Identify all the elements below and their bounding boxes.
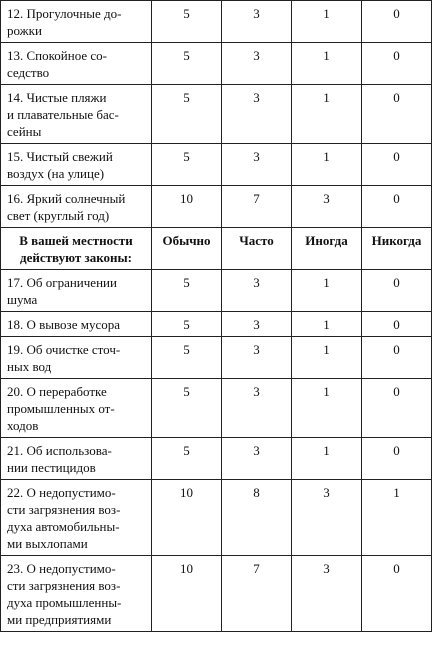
score-cell: 0 bbox=[362, 186, 432, 228]
score-cell: 0 bbox=[362, 1, 432, 43]
survey-table-body bbox=[1, 1, 432, 632]
score-cell: 3 bbox=[222, 43, 292, 85]
score-cell: 10 bbox=[152, 480, 222, 556]
score-cell: 1 bbox=[292, 438, 362, 480]
score-cell: 3 bbox=[222, 270, 292, 312]
row-label: 17. Об ограничении шума bbox=[1, 270, 152, 312]
score-cell: 3 bbox=[222, 438, 292, 480]
score-cell: 3 bbox=[292, 556, 362, 632]
score-cell: 0 bbox=[362, 43, 432, 85]
row-label: 19. Об очистке сточ- ных вод bbox=[1, 337, 152, 379]
row-label: 22. О недопустимо- сти загрязнения воз- духа автомобильны- ми выхлопами bbox=[1, 480, 152, 556]
table-row bbox=[1, 270, 432, 312]
score-cell: 5 bbox=[152, 85, 222, 144]
score-cell: 5 bbox=[152, 438, 222, 480]
row-label: 16. Яркий солнечный свет (круглый год) bbox=[1, 186, 152, 228]
score-cell: 7 bbox=[222, 186, 292, 228]
table-row bbox=[1, 379, 432, 438]
table-row bbox=[1, 556, 432, 632]
score-cell: 1 bbox=[292, 270, 362, 312]
score-cell: 3 bbox=[222, 312, 292, 337]
score-cell: 5 bbox=[152, 43, 222, 85]
score-cell: 10 bbox=[152, 556, 222, 632]
score-cell: 0 bbox=[362, 144, 432, 186]
row-label: 21. Об использова- нии пестицидов bbox=[1, 438, 152, 480]
score-cell: 5 bbox=[152, 270, 222, 312]
score-cell: 5 bbox=[152, 1, 222, 43]
row-label: 13. Спокойное со- седство bbox=[1, 43, 152, 85]
table-row bbox=[1, 144, 432, 186]
column-header-usually: Обычно bbox=[152, 228, 222, 270]
table-row bbox=[1, 1, 432, 43]
table-row bbox=[1, 480, 432, 556]
score-cell: 1 bbox=[292, 43, 362, 85]
score-cell: 7 bbox=[222, 556, 292, 632]
row-label: 23. О недопустимо- сти загрязнения воз- духа промышленны- ми предприятиями bbox=[1, 556, 152, 632]
score-cell: 10 bbox=[152, 186, 222, 228]
section-header-label: В вашей местности действуют законы: bbox=[1, 228, 152, 270]
section-header-row bbox=[1, 228, 432, 270]
row-label: 15. Чистый свежий воздух (на улице) bbox=[1, 144, 152, 186]
score-cell: 1 bbox=[292, 1, 362, 43]
score-cell: 3 bbox=[222, 85, 292, 144]
score-cell: 3 bbox=[222, 144, 292, 186]
score-cell: 1 bbox=[292, 312, 362, 337]
score-cell: 8 bbox=[222, 480, 292, 556]
score-cell: 1 bbox=[292, 144, 362, 186]
score-cell: 0 bbox=[362, 337, 432, 379]
score-cell: 5 bbox=[152, 379, 222, 438]
table-row bbox=[1, 438, 432, 480]
score-cell: 1 bbox=[292, 379, 362, 438]
score-cell: 3 bbox=[222, 1, 292, 43]
score-cell: 5 bbox=[152, 337, 222, 379]
score-cell: 3 bbox=[292, 186, 362, 228]
row-label: 14. Чистые пляжи и плавательные бас- сейны bbox=[1, 85, 152, 144]
row-label: 12. Прогулочные до- рожки bbox=[1, 1, 152, 43]
column-header-sometimes: Иногда bbox=[292, 228, 362, 270]
score-cell: 3 bbox=[222, 379, 292, 438]
score-cell: 3 bbox=[222, 337, 292, 379]
score-cell: 0 bbox=[362, 270, 432, 312]
score-cell: 0 bbox=[362, 438, 432, 480]
score-cell: 1 bbox=[292, 337, 362, 379]
column-header-never: Никогда bbox=[362, 228, 432, 270]
score-cell: 0 bbox=[362, 556, 432, 632]
column-header-often: Часто bbox=[222, 228, 292, 270]
table-row bbox=[1, 43, 432, 85]
score-cell: 0 bbox=[362, 85, 432, 144]
score-cell: 5 bbox=[152, 144, 222, 186]
table-row bbox=[1, 85, 432, 144]
row-label: 20. О переработке промышленных от- ходов bbox=[1, 379, 152, 438]
table-row bbox=[1, 337, 432, 379]
table-row bbox=[1, 186, 432, 228]
score-cell: 1 bbox=[292, 85, 362, 144]
score-cell: 0 bbox=[362, 379, 432, 438]
score-cell: 5 bbox=[152, 312, 222, 337]
score-cell: 0 bbox=[362, 312, 432, 337]
score-cell: 3 bbox=[292, 480, 362, 556]
table-row bbox=[1, 312, 432, 337]
row-label: 18. О вывозе мусора bbox=[1, 312, 152, 337]
score-cell: 1 bbox=[362, 480, 432, 556]
